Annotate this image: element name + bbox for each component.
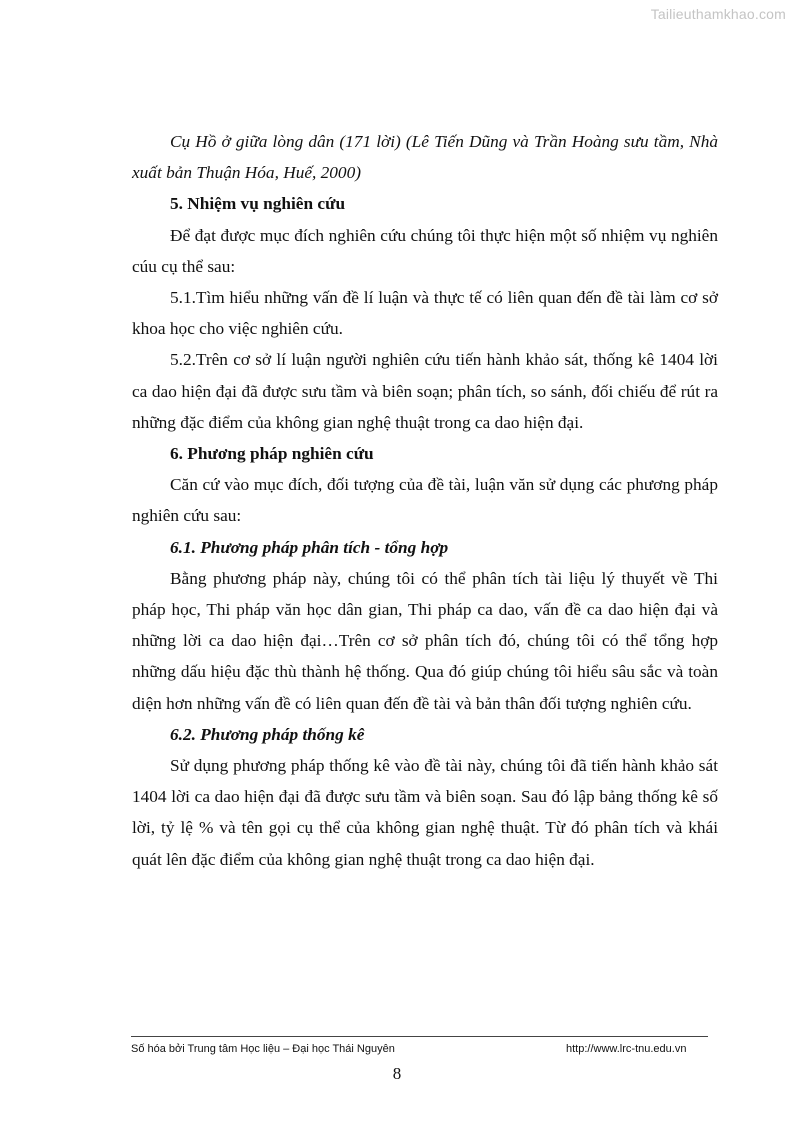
paragraph: 5.2.Trên cơ sở lí luận người nghiên cứu tiến hành khảo sát, thống kê 1404 lời ca dao hiện đại đã được sưu tầm và biên soạn; phân tích, so sánh, đối chiếu để rút ra những đặc điểm của không gian nghệ thuật trong ca dao hiện đại. <box>132 350 718 432</box>
paragraph: Để đạt được mục đích nghiên cứu chúng tôi thực hiện một số nhiệm vụ nghiên cúu cụ thể sau: <box>132 225 718 276</box>
paragraph: Bằng phương pháp này, chúng tôi có thể phân tích tài liệu lý thuyết về Thi pháp học, Thi pháp văn học dân gian, Thi pháp ca dao, vấn đề ca dao hiện đại và những lời ca dao hiện đại…Trên cơ sở phân tích đó, chúng tôi có thể tổng hợp những dấu hiệu đặc thù thành hệ thống. Qua đó giúp chúng tôi hiểu sâu sắc và toàn diện hơn những vấn đề có liên quan đến đề tài và bản thân đối tượng nghiên cứu. <box>132 568 718 713</box>
subsection-heading-6-2: 6.2. Phương pháp thống kê <box>170 724 365 744</box>
document-body <box>132 126 718 875</box>
page-number: 8 <box>392 1064 402 1083</box>
paragraph: Căn cứ vào mục đích, đối tượng của đề tài, luận văn sử dụng các phương pháp nghiên cứu sau: <box>132 475 718 526</box>
paragraph: Sử dụng phương pháp thống kê vào đề tài này, chúng tôi đã tiến hành khảo sát 1404 lời ca dao hiện đại đã được sưu tầm và biên soạn. Sau đó lập bảng thống kê số lời, tỷ lệ % và tên gọi cụ thể của không gian nghệ thuật. Từ đó phân tích và khái quát lên đặc điểm của không gian nghệ thuật trong ca dao hiện đại. <box>132 756 718 869</box>
section-heading-6: 6. Phương pháp nghiên cứu <box>170 444 374 464</box>
footer-source: Số hóa bởi Trung tâm Học liệu – Đại học Thái Nguyên <box>131 1043 395 1055</box>
watermark: Tailieuthamkhao.com <box>650 6 786 22</box>
reference-paragraph: Cụ Hồ ở giữa lòng dân (171 lời) (Lê Tiến Dũng và Trần Hoàng sưu tầm, Nhà xuất bản Thuận Hóa, Huế, 2000) <box>132 132 718 183</box>
subsection-heading-6-1: 6.1. Phương pháp phân tích - tổng hợp <box>170 537 449 557</box>
section-heading-5: 5. Nhiệm vụ nghiên cứu <box>170 194 346 214</box>
footer-url: http://www.lrc-tnu.edu.vn <box>566 1043 687 1055</box>
footer-divider <box>131 1036 708 1037</box>
paragraph: 5.1.Tìm hiểu những vấn đề lí luận và thực tế có liên quan đến đề tài làm cơ sở khoa học cho việc nghiên cứu. <box>132 288 718 339</box>
